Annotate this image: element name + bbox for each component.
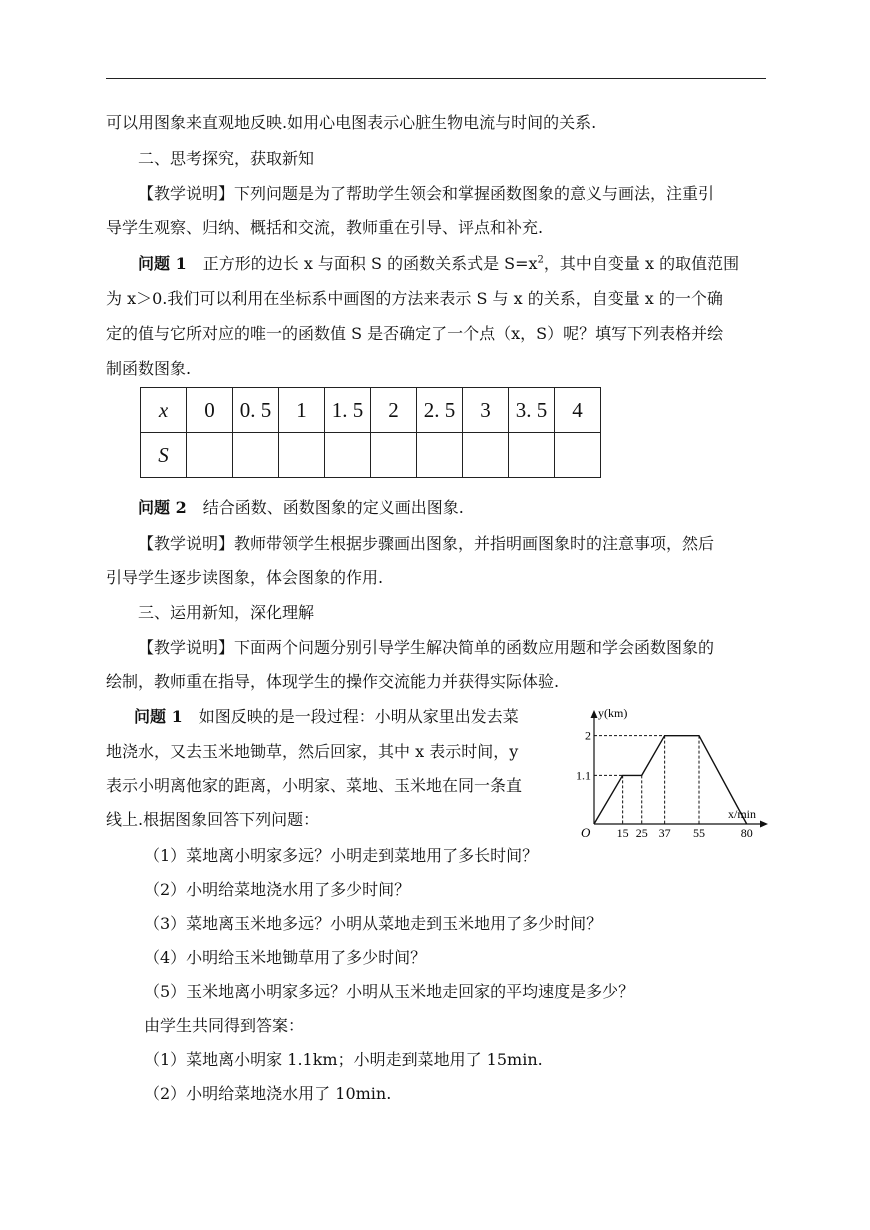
question-item: （2）小明给菜地浇水用了多少时间？ [144,880,411,899]
paragraph-line: 【教学说明】教师带领学生根据步骤画出图象，并指明画图象时的注意事项，然后 [138,534,715,553]
x-tick-label: 55 [693,826,705,840]
table-cell: 2. 5 [417,388,463,433]
distance-series-line [594,736,747,824]
table-cell-empty[interactable] [555,433,601,478]
answer-item: （1）菜地离小明家 1.1km；小明走到菜地用了 15min. [144,1050,543,1069]
paragraph-line: 可以用图象来直观地反映.如用心电图表示心脏生物电流与时间的关系. [106,113,597,132]
paragraph-line: 导学生观察、归纳、概括和交流，教师重在引导、评点和补充. [106,218,544,237]
table-cell: 2 [371,388,417,433]
x-tick-label: 80 [740,826,753,840]
header-rule [106,78,766,79]
table-cell-empty[interactable] [509,433,555,478]
table-row [141,433,601,478]
x-tick-label: 25 [635,826,648,840]
question-item: （1）菜地离小明家多远？小明走到菜地用了多长时间？ [144,846,539,865]
paragraph-line: 【教学说明】下面两个问题分别引导学生解决简单的函数应用题和学会函数图象的 [138,638,715,657]
question-item: （4）小明给玉米地锄草用了多少时间？ [144,948,427,967]
origin-label: O [581,825,591,840]
paragraph-line: 线上.根据图象回答下列问题： [106,810,320,829]
distance-time-graph [574,700,774,840]
y-tick-label: 1.1 [576,768,591,783]
paragraph-line: 地浇水，又去玉米地锄草，然后回家，其中 x 表示时间，y [106,742,519,761]
table-cell-empty[interactable] [463,433,509,478]
table-cell-empty[interactable] [417,433,463,478]
table-cell: 3 [463,388,509,433]
x-tick-label: 37 [658,826,671,840]
question-item: （3）菜地离玉米地多远？小明从菜地走到玉米地用了多少时间？ [144,914,603,933]
x-tick-label: 15 [616,826,629,840]
problem-line: 问题 1 如图反映的是一段过程：小明从家里出发去菜 [134,707,519,726]
table-cell: 1 [279,388,325,433]
table-cell-empty[interactable] [325,433,371,478]
table-header-s: S [141,433,187,478]
section-heading: 二、思考探究，获取新知 [138,149,315,168]
table-cell: 4 [555,388,601,433]
y-axis-label: y(km) [598,706,628,720]
paragraph-line: 【教学说明】下列问题是为了帮助学生领会和掌握函数图象的意义与画法，注重引 [138,184,715,203]
answer-item: （2）小明给菜地浇水用了 10min. [144,1084,392,1103]
section-heading: 三、运用新知，深化理解 [138,603,315,622]
table-cell: 1. 5 [325,388,371,433]
table-cell: 0 [187,388,233,433]
problem-line: 问题 1 正方形的边长 x 与面积 S 的函数关系式是 $S=x^2$，其中自变量 x 的取值范围 [138,254,740,273]
paragraph-line: 制函数图象. [106,359,192,378]
problem-label: 问题 1 [138,254,187,273]
y-axis-arrow [591,710,598,718]
paragraph-line: 表示小明离他家的距离，小明家、菜地、玉米地在同一条直 [106,776,523,795]
x-axis-label: x/min [728,807,757,821]
problem-line: 问题 2 结合函数、函数图象的定义画出图象. [138,498,464,517]
y-tick-label: 2 [585,728,591,743]
paragraph-line: 绘制，教师重在指导，体现学生的操作交流能力并获得实际体验. [106,672,560,691]
paragraph-line: 引导学生逐步读图象，体会图象的作用. [106,568,384,587]
table-cell-empty[interactable] [187,433,233,478]
table-cell-empty[interactable] [279,433,325,478]
question-item: （5）玉米地离小明家多远？小明从玉米地走回家的平均速度是多少？ [144,982,635,1001]
table-row [141,388,601,433]
table-cell-empty[interactable] [371,433,417,478]
table-cell: 3. 5 [509,388,555,433]
table-cell: 0. 5 [233,388,279,433]
problem-label: 问题 2 [138,498,187,517]
paragraph-line: 定的值与它所对应的唯一的函数值 S 是否确定了一个点（x，S）呢？填写下列表格并绘 [106,324,724,343]
problem-label: 问题 1 [134,707,183,726]
table-header-x: x [141,388,187,433]
x-axis-arrow [760,821,768,828]
paragraph-line: 为 x＞0.我们可以利用在坐标系中画图的方法来表示 S 与 x 的关系，自变量 x 的一个确 [106,289,723,308]
value-table [140,387,601,478]
paragraph-line: 由学生共同得到答案： [144,1016,305,1035]
table-cell-empty[interactable] [233,433,279,478]
